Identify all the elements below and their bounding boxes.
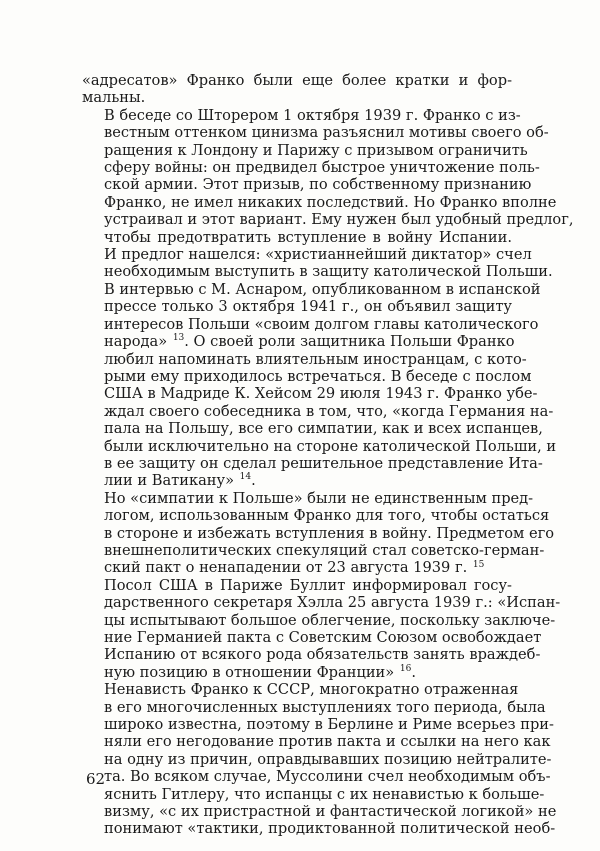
text-line: В интервью с М. Аснаром, опубликованном в испанской bbox=[104, 280, 541, 298]
text-line: логом, использованным Франко для того, чтобы остаться bbox=[104, 507, 550, 525]
text-line: И предлог нашелся: «христианнейший диктатор» счел bbox=[104, 246, 532, 264]
text-line: США в Мадриде К. Хейсом 29 июля 1943 г. Франко убе- bbox=[104, 385, 538, 403]
text-line: ние Германией пакта с Советским Союзом освобождает bbox=[104, 629, 542, 646]
text-line: сферу войны: он предвидел быстрое уничтожение поль- bbox=[104, 159, 540, 177]
text-line: Посол США в Париже Буллит информировал госу- bbox=[104, 576, 512, 594]
text-line: Франко, не имел никаких последствий. Но Франко вполне bbox=[104, 193, 557, 211]
text-line: В беседе со Шторером 1 октября 1939 г. Франко с из- bbox=[104, 106, 521, 124]
text-line: широко известна, поэтому в Берлине и Риме всерьез при- bbox=[104, 716, 554, 734]
text-line: прессе только 3 октября 1941 г., он объявил защиту bbox=[104, 298, 512, 316]
text-line: необходимым выступить в защиту католической Польши. bbox=[104, 263, 553, 281]
footnote-marker: 15 bbox=[472, 559, 485, 570]
paragraph bbox=[82, 106, 574, 490]
text-line: пала на Польшу, все его симпатии, как и всех испанцев, bbox=[104, 420, 543, 438]
text-line: ской армии. Этот призыв, по собственному признанию bbox=[104, 176, 532, 194]
body-text bbox=[82, 72, 574, 838]
footnote-marker: 16 bbox=[399, 663, 412, 674]
text-line: народа» $^{13}$. О своей роли защитника Польши Франко bbox=[104, 333, 515, 351]
text-line: интересов Польши «своим долгом главы католического bbox=[104, 315, 539, 333]
text-line: внешнеполитических спекуляций стал советско-герман- bbox=[104, 541, 545, 559]
page-number: 62 bbox=[86, 770, 106, 788]
text-line: вестным оттенком цинизма разъяснил мотивы своего об- bbox=[104, 124, 549, 142]
text-line: устраивал и этот вариант. Ему нужен был удобный предлог, bbox=[104, 211, 574, 229]
text-line: Испанию от всякого рода обязательств занять враждеб- bbox=[104, 646, 541, 664]
text-line: ждал своего собеседника в том, что, «когда Германия на- bbox=[104, 402, 554, 420]
text-line: ную позицию в отношении Франции» $^{16}$. bbox=[104, 663, 416, 681]
text-line: в ее защиту он сделал решительное представление Ита- bbox=[104, 454, 543, 472]
text-line: Но «симпатии к Польше» были не единственным пред- bbox=[104, 489, 534, 507]
text-line: чтобы предотвратить вступление в войну Испании. bbox=[104, 228, 512, 246]
text-line: няли его негодование против пакта и ссылки на него как bbox=[104, 733, 551, 751]
text-line: в его многочисленных выступлениях того периода, была bbox=[104, 698, 546, 716]
paragraph bbox=[82, 681, 557, 838]
text-line: мальны. bbox=[82, 89, 146, 107]
paragraph bbox=[82, 72, 512, 107]
footnote-marker: 13 bbox=[172, 333, 185, 344]
text-line: яснить Гитлеру, что испанцы с их ненавистью к больше- bbox=[104, 785, 545, 803]
footnote-marker: 14 bbox=[239, 472, 252, 483]
text-line: лии и Ватикану» $^{14}$. bbox=[104, 472, 256, 490]
text-line: Ненависть Франко к СССР, многократно отраженная bbox=[104, 681, 519, 699]
paragraph bbox=[82, 489, 555, 577]
text-line: на одну из причин, оправдывавших позицию нейтралите- bbox=[104, 750, 552, 768]
text-line: визму, «с их пристрастной и фантастической логикой» не bbox=[104, 803, 557, 821]
text-line: «адресатов» Франко были еще более кратки и фор- bbox=[82, 72, 512, 89]
text-line: понимают «тактики, продиктованной политической необ- bbox=[104, 820, 556, 838]
text-line: ский пакт о ненападении от 23 августа 1939 г. $^{15}$ bbox=[104, 559, 485, 577]
text-line: рыми ему приходилось встречаться. В беседе с послом bbox=[104, 367, 532, 385]
text-line: дарственного секретаря Хэлла 25 августа 1939 г.: «Испан- bbox=[104, 594, 561, 612]
text-line: та. Во всяком случае, Муссолини счел необходимым объ- bbox=[104, 768, 551, 786]
text-line: цы испытывают большое облегчение, поскольку заключе- bbox=[104, 611, 556, 629]
paragraph bbox=[82, 576, 561, 681]
text-line: были исключительно на стороне католической Польши, и bbox=[104, 437, 557, 455]
text-line: ращения к Лондону и Парижу с призывом ограничить bbox=[104, 141, 528, 159]
text-line: в стороне и избежать вступления в войну. Предметом его bbox=[104, 524, 555, 542]
text-line: любил напоминать влиятельным иностранцам, с кото- bbox=[104, 350, 527, 368]
